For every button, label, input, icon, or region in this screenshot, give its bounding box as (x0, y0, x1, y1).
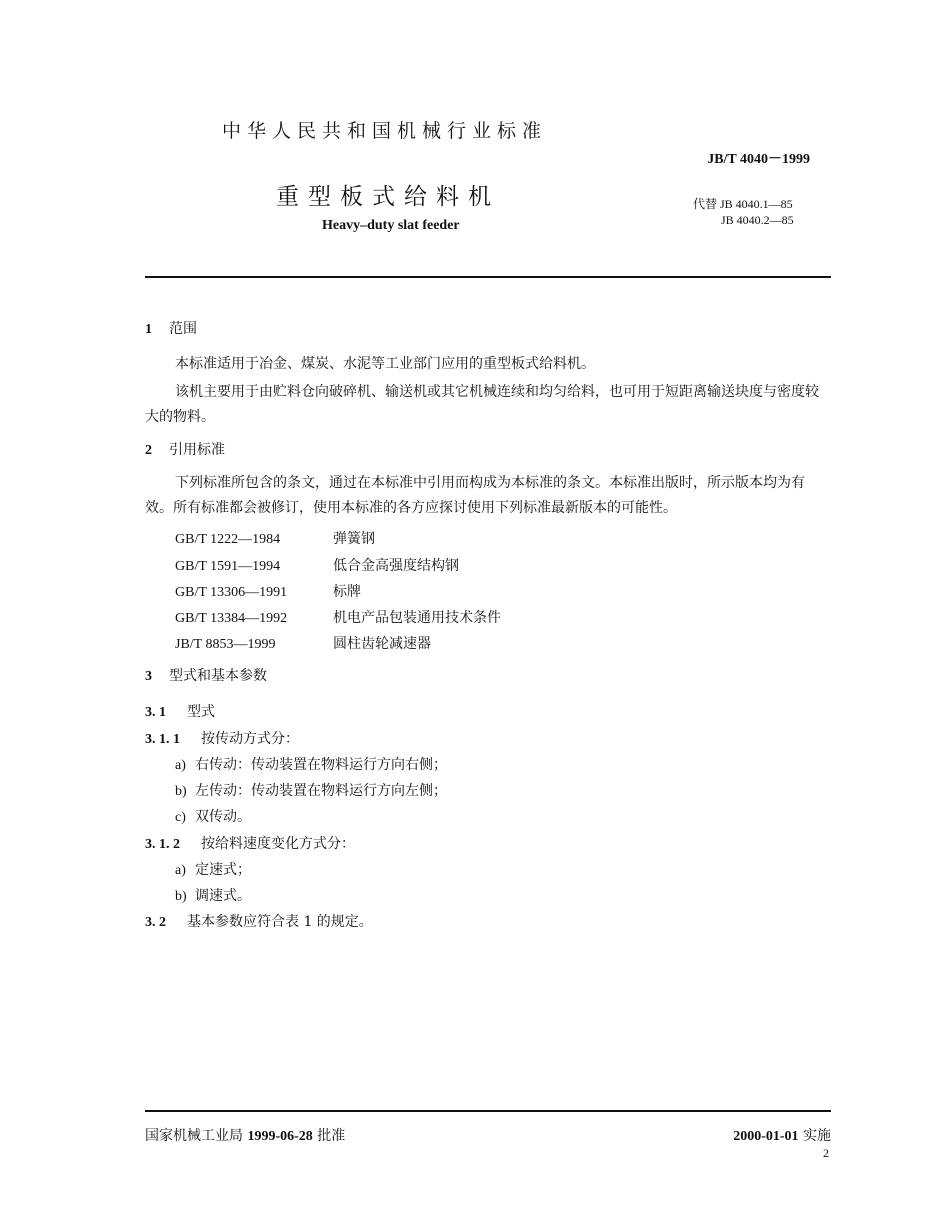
list-marker: a) (175, 863, 186, 878)
reference-row (175, 581, 361, 601)
section-3-2-heading (145, 911, 373, 931)
section-3-heading (145, 665, 267, 685)
list-text: 调速式。 (195, 888, 251, 904)
section-2-paragraph-1: 下列标准所包含的条文，通过在本标准中引用而构成为本标准的条文。本标准出版时，所示版本均为有效。所有标准都会被修订，使用本标准的各方应探讨使用下列标准最新版本的可能性。 (145, 475, 805, 516)
effective-date: 2000-01-01 (733, 1129, 799, 1144)
reference-code: GB/T 1222—1984 (175, 532, 281, 547)
section-3-1-heading (145, 701, 215, 721)
effective-line (733, 1125, 831, 1145)
section-number: 3. 1. 1 (145, 732, 180, 747)
approve-date: 1999-06-28 (247, 1129, 313, 1144)
page-number: 2 (823, 1146, 829, 1160)
list-marker: b) (175, 889, 187, 904)
replaces-block (693, 196, 794, 228)
reference-code: GB/T 13384—1992 (175, 611, 288, 626)
section-number: 3 (145, 669, 152, 684)
reference-code: GB/T 1591—1994 (175, 559, 281, 574)
reference-code: JB/T 8853—1999 (175, 637, 276, 652)
list-item (175, 780, 447, 800)
section-number: 3. 2 (145, 915, 166, 930)
reference-name: 低合金高强度结构钢 (333, 558, 459, 574)
list-item (175, 885, 251, 905)
footer-divider (145, 1110, 831, 1112)
section-title: 范围 (169, 321, 197, 337)
section-3-1-2-heading (145, 833, 355, 853)
section-title: 按给料速度变化方式分： (201, 836, 355, 852)
list-marker: b) (175, 784, 187, 799)
reference-row (175, 633, 431, 653)
list-item (175, 859, 251, 879)
section-title: 型式 (187, 704, 215, 720)
section-number: 1 (145, 322, 152, 337)
list-marker: a) (175, 758, 186, 773)
reference-row (175, 555, 459, 575)
section-number: 2 (145, 443, 152, 458)
section-1-paragraph-2: 该机主要用于由贮料仓向破碎机、输送机或其它机械连续和均匀给料，也可用于短距离输送块度与密度较大的物料。 (145, 384, 819, 425)
organization-title: 中华人民共和国机械行业标准 (222, 120, 548, 142)
section-3-1-1-heading (145, 728, 299, 748)
list-text: 左传动：传动装置在物料运行方向左侧； (195, 783, 447, 799)
section-2-heading (145, 439, 225, 459)
section-number: 3. 1 (145, 705, 166, 720)
list-text: 双传动。 (195, 809, 251, 825)
section-title: 基本参数应符合表 1 的规定。 (187, 914, 373, 930)
approve-label: 批准 (317, 1128, 346, 1144)
standard-number: JB/T 4040－1999 (707, 152, 810, 167)
reference-name: 圆柱齿轮减速器 (333, 636, 431, 652)
reference-row (175, 607, 501, 627)
reference-name: 弹簧钢 (333, 531, 375, 547)
list-marker: c) (175, 810, 186, 825)
list-item (175, 754, 447, 774)
section-1-paragraph-1: 本标准适用于冶金、煤炭、水泥等工业部门应用的重型板式给料机。 (175, 356, 595, 372)
list-text: 定速式； (195, 862, 251, 878)
list-text: 右传动：传动装置在物料运行方向右侧； (195, 757, 447, 773)
section-1-heading (145, 318, 197, 338)
replaces-line-2: JB 4040.2—85 (721, 213, 794, 227)
effective-label: 实施 (803, 1128, 831, 1144)
header-divider (145, 276, 831, 278)
reference-name: 机电产品包装通用技术条件 (333, 610, 501, 626)
reference-name: 标牌 (333, 584, 361, 600)
list-item (175, 806, 251, 826)
reference-code: GB/T 13306—1991 (175, 585, 288, 600)
replaces-line-1: 代替 JB 4040.1—85 (693, 197, 793, 211)
english-title: Heavy–duty slat feeder (322, 218, 460, 233)
section-number: 3. 1. 2 (145, 837, 180, 852)
section-title: 引用标准 (169, 442, 225, 458)
reference-row (175, 528, 375, 548)
document-title: 重型板式给料机 (276, 184, 500, 210)
section-title: 按传动方式分： (201, 731, 299, 747)
section-title: 型式和基本参数 (169, 668, 267, 684)
approval-line (145, 1125, 345, 1145)
issuer: 国家机械工业局 (145, 1128, 243, 1144)
